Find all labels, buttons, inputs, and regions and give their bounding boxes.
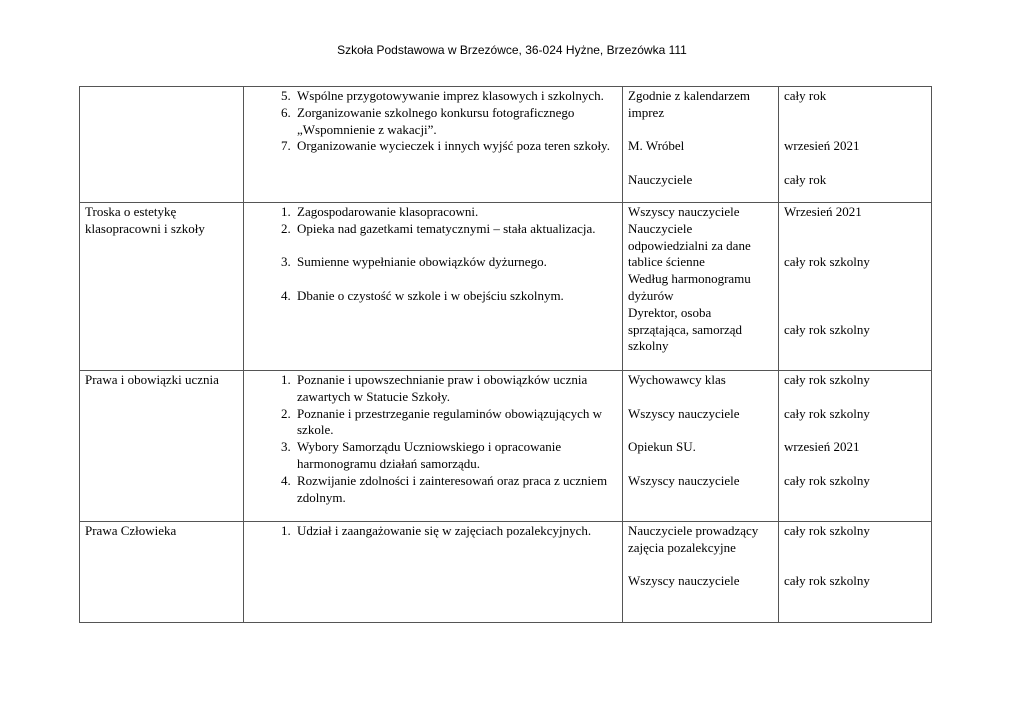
responsible-entry: Dyrektor, osoba sprzątająca, samorząd szkolny — [628, 304, 743, 354]
responsible-entry: Zgodnie z kalendarzem imprez — [628, 88, 750, 120]
task-item: 5. Wspólne przygotowywanie imprez klasowych i szkolnych. — [294, 88, 617, 105]
responsible-entry: Wszyscy nauczyciele — [628, 472, 740, 488]
task-item: 1. Zagospodarowanie klasopracowni. — [294, 204, 617, 221]
tasks-cell — [244, 522, 623, 623]
responsible-entry: Wszyscy nauczyciele — [628, 204, 740, 219]
responsible-cell — [623, 87, 779, 203]
task-item: 7. Organizowanie wycieczek i innych wyjść poza teren szkoły. — [294, 138, 617, 155]
table-row — [80, 371, 932, 522]
tasks-cell — [244, 87, 623, 203]
deadline-entry: cały rok szkolny — [784, 405, 870, 421]
responsible-cell — [623, 371, 779, 522]
tasks-cell — [244, 203, 623, 371]
task-item: 3. Wybory Samorządu Uczniowskiego i opracowanie harmonogramu działań samorządu. — [294, 439, 617, 473]
responsible-entry: Nauczyciele odpowiedzialni za dane tablice ścienne — [628, 220, 751, 270]
deadline-entry: cały rok szkolny — [784, 254, 870, 270]
responsible-entry: Nauczyciele prowadzący zajęcia pozalekcyjne — [628, 523, 759, 555]
table-row — [80, 87, 932, 203]
deadline-entry: cały rok szkolny — [784, 321, 870, 337]
page-header: Szkoła Podstawowa w Brzezówce, 36-024 Hyżne, Brzezówka 111 — [337, 43, 687, 57]
deadline-cell — [779, 522, 932, 623]
responsible-cell — [623, 203, 779, 371]
deadline-entry: cały rok szkolny — [784, 573, 870, 589]
education-plan-table — [79, 86, 932, 623]
deadline-entry: cały rok — [784, 171, 827, 187]
task-item: 3. Sumienne wypełnianie obowiązków dyżurnego. — [294, 254, 617, 271]
task-item: 1. Udział i zaangażowanie się w zajęciach pozalekcyjnych. — [294, 523, 617, 540]
responsible-entry: M. Wróbel — [628, 138, 685, 154]
responsible-entry: Opiekun SU. — [628, 439, 696, 455]
deadline-cell — [779, 371, 932, 522]
responsible-entry: Wszyscy nauczyciele — [628, 405, 740, 421]
task-item: 4. Rozwijanie zdolności i zainteresowań oraz praca z uczniem zdolnym. — [294, 473, 617, 507]
task-item: 4. Dbanie o czystość w szkole i w obejściu szkolnym. — [294, 288, 617, 305]
deadline-entry: wrzesień 2021 — [784, 439, 860, 455]
deadline-cell — [779, 87, 932, 203]
deadline-entry: cały rok szkolny — [784, 523, 870, 538]
task-item: 2. Poznanie i przestrzeganie regulaminów obowiązujących w szkole. — [294, 406, 617, 440]
deadline-entry: cały rok — [784, 88, 827, 103]
deadline-entry: cały rok szkolny — [784, 372, 870, 387]
deadline-entry: cały rok szkolny — [784, 472, 870, 488]
task-item: 1. Poznanie i upowszechnianie praw i obowiązków ucznia zawartych w Statucie Szkoły. — [294, 372, 617, 406]
deadline-entry: Wrzesień 2021 — [784, 204, 862, 219]
tasks-cell — [244, 371, 623, 522]
area-cell: Prawa i obowiązki ucznia — [80, 371, 244, 522]
responsible-cell — [623, 522, 779, 623]
responsible-entry: Nauczyciele — [628, 171, 693, 187]
deadline-cell — [779, 203, 932, 371]
area-cell — [80, 87, 244, 203]
responsible-entry: Wychowawcy klas — [628, 372, 726, 387]
area-cell: Troska o estetykę klasopracowni i szkoły — [80, 203, 244, 371]
task-item: 2. Opieka nad gazetkami tematycznymi – stała aktualizacja. — [294, 221, 617, 238]
area-cell: Prawa Człowieka — [80, 522, 244, 623]
table-row — [80, 203, 932, 371]
table-row — [80, 522, 932, 623]
responsible-entry: Według harmonogramu dyżurów — [628, 271, 751, 303]
task-item: 6. Zorganizowanie szkolnego konkursu fotograficznego „Wspomnienie z wakacji”. — [294, 105, 617, 139]
deadline-entry: wrzesień 2021 — [784, 138, 860, 154]
responsible-entry: Wszyscy nauczyciele — [628, 573, 740, 589]
